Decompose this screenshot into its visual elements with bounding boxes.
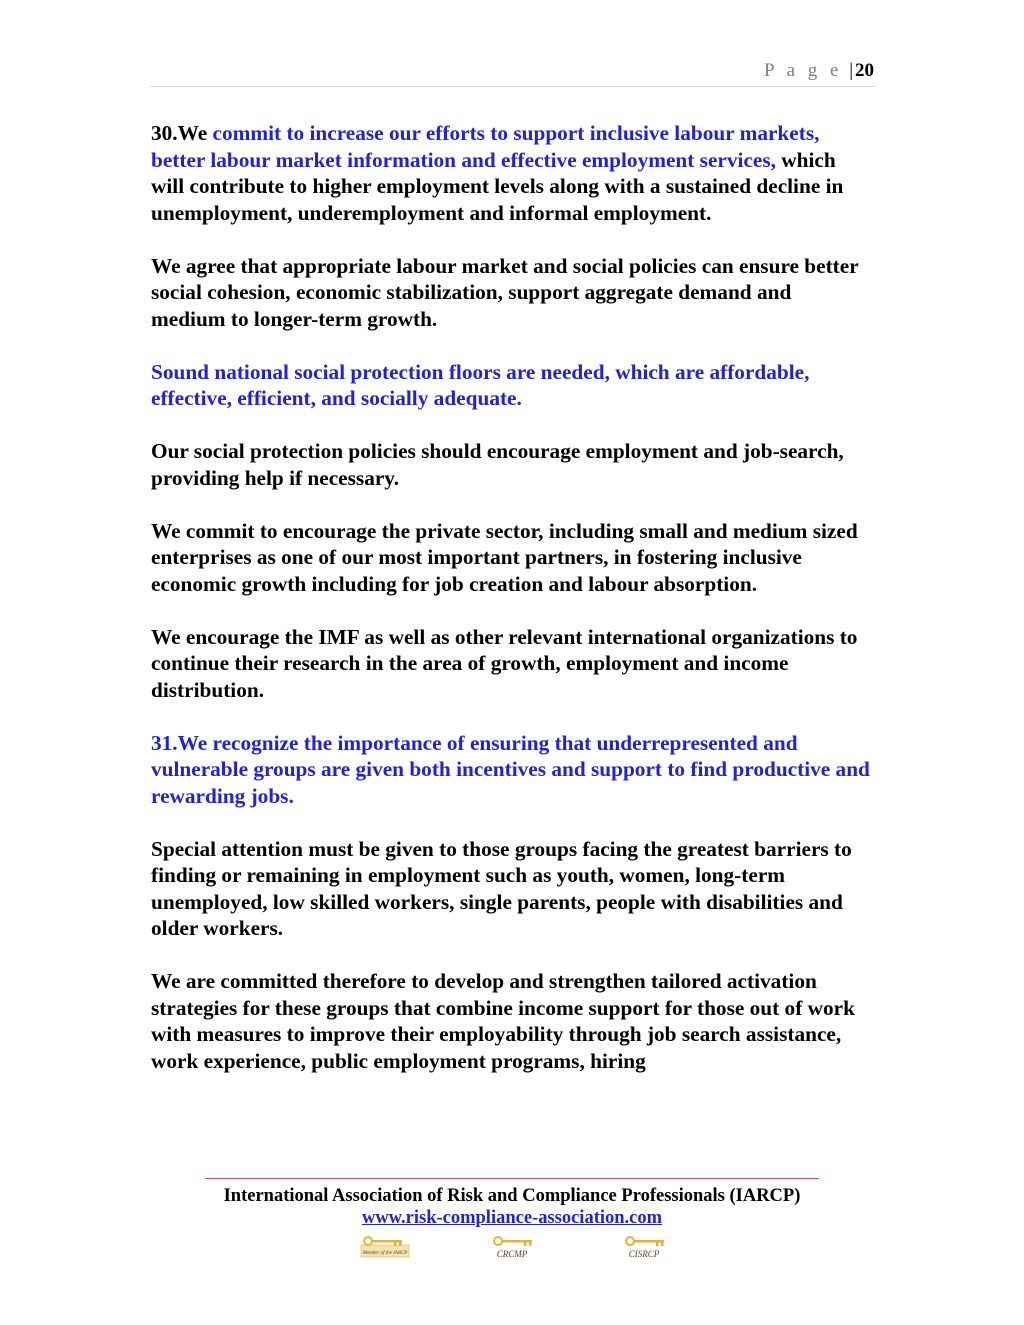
- page-footer: [205, 1178, 819, 1259]
- document-body: [151, 120, 871, 1101]
- paragraph: [151, 438, 871, 491]
- paragraph: [151, 518, 871, 598]
- text-segment: We commit to encourage the private sector, including small and medium sized enterprises as one of our most important partners, in fostering inclusive economic growth including for job creation and labour absorption.: [151, 518, 858, 596]
- badge-label: CISRCP: [628, 1249, 660, 1259]
- paragraph: [151, 253, 871, 333]
- paragraph: [151, 624, 871, 704]
- footer-website-link[interactable]: www.risk-compliance-association.com: [361, 1208, 663, 1228]
- paragraph: [151, 359, 871, 412]
- page-header: [150, 58, 876, 87]
- badge-label: CRCMP: [496, 1249, 528, 1259]
- paragraph: [151, 836, 871, 942]
- text-segment-highlight: Sound national social protection floors are needed, which are affordable, effective, efficient, and socially adequate.: [151, 359, 810, 410]
- text-segment: which will contribute to higher employment levels along with a sustained decline in unemployment, underemployment and informal employment.: [151, 147, 844, 225]
- page-number: 20: [855, 60, 874, 81]
- footer-divider: [205, 1178, 819, 1179]
- certification-badges: [360, 1234, 670, 1266]
- badge-label: Member of the IARCP: [362, 1251, 408, 1256]
- text-segment: 30.We: [151, 121, 213, 145]
- page-word: P a g e: [763, 60, 843, 81]
- key-badge-icon: [490, 1234, 540, 1264]
- paragraph: [151, 968, 871, 1074]
- text-segment: We encourage the IMF as well as other relevant international organizations to continue their research in the area of growth, employment and income distribution.: [151, 624, 858, 702]
- text-segment-highlight: 31.We recognize the importance of ensuring that underrepresented and vulnerable groups are given both incentives and support to find productive and rewarding jobs.: [151, 730, 870, 808]
- footer-organization: International Association of Risk and Compliance Professionals (IARCP): [223, 1186, 801, 1206]
- key-badge-icon: [622, 1234, 672, 1264]
- paragraph-31: [151, 730, 871, 810]
- text-segment: Special attention must be given to those groups facing the greatest barriers to finding or remaining in employment such as youth, women, long-term unemployed, low skilled workers, single parents, people with disabilities and older workers.: [151, 836, 852, 940]
- text-segment: Our social protection policies should encourage employment and job-search, providing help if necessary.: [151, 439, 844, 490]
- text-segment: We agree that appropriate labour market and social policies can ensure better social cohesion, economic stabilization, support aggregate demand and medium to longer-term growth.: [151, 253, 859, 331]
- text-segment-highlight: commit to increase our efforts to support inclusive labour markets, better labour market information and effective employment services,: [151, 121, 820, 172]
- page-separator: |: [849, 60, 853, 81]
- paragraph-30: [151, 120, 871, 226]
- key-badge-icon: [360, 1234, 410, 1264]
- text-segment: We are committed therefore to develop and strengthen tailored activation strategies for these groups that combine income support for those out of work with measures to improve their employability through job search assistance, work experience, public employment programs, hiring: [151, 969, 855, 1073]
- page-number-label: [764, 60, 874, 82]
